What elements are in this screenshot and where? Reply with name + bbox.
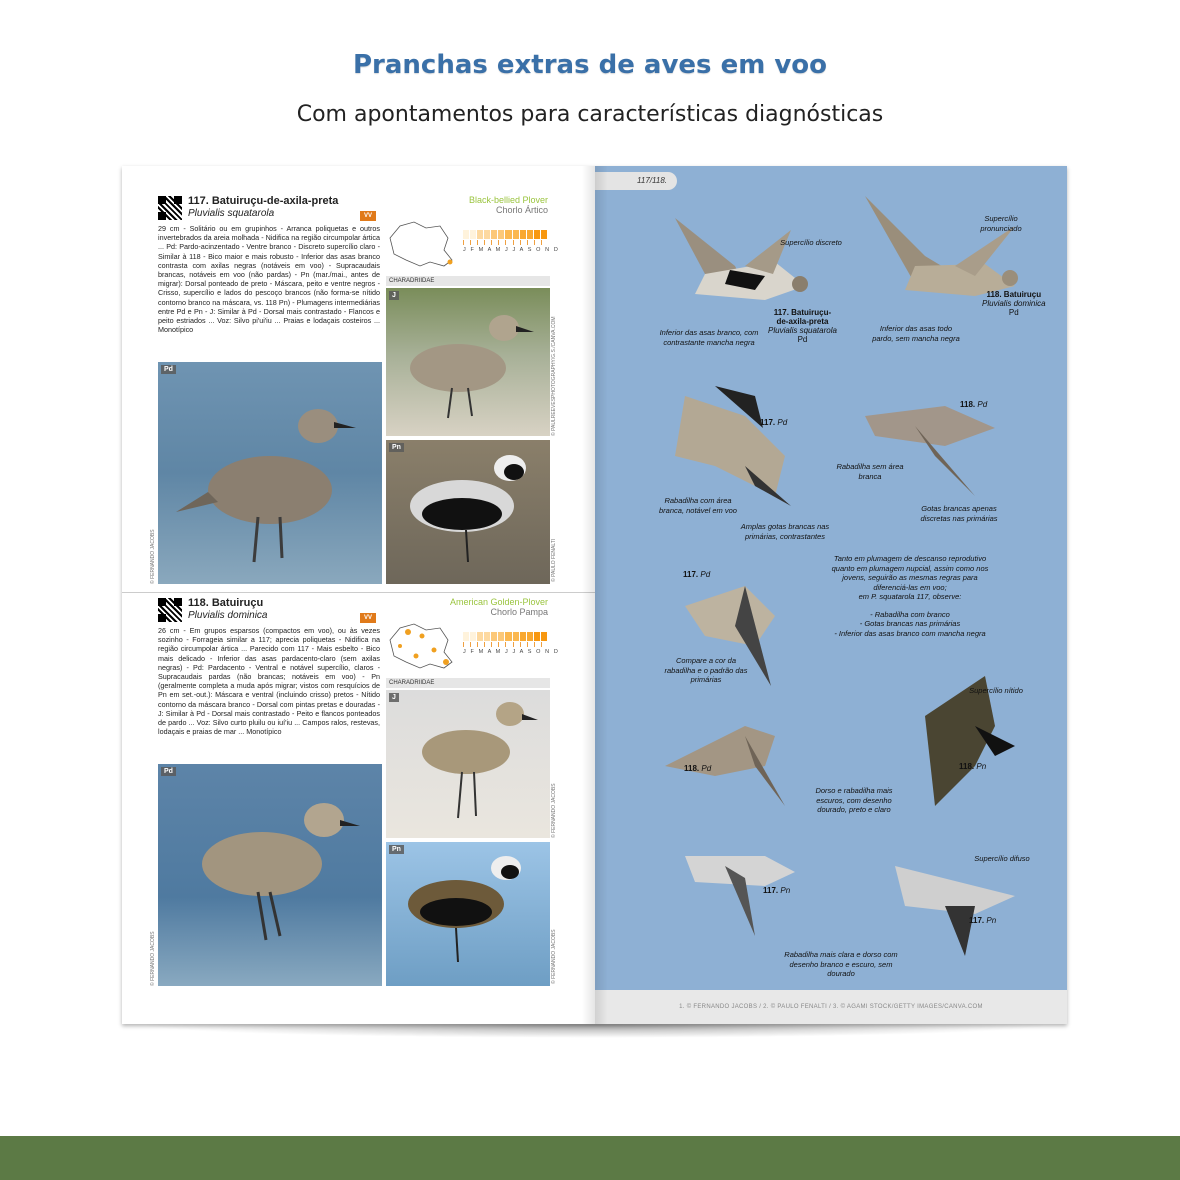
photo-juvenile — [386, 288, 550, 436]
illustration-label: 118. Pn — [959, 762, 987, 771]
illustration-label: 118. Pd — [960, 400, 988, 409]
qr-code-icon[interactable] — [158, 196, 182, 220]
plumage-tag: Pn — [389, 443, 404, 452]
divider — [122, 592, 595, 593]
family-label: CHARADRIIDAE — [386, 678, 550, 688]
annotation: Supercílio nítido — [969, 686, 1023, 695]
plover-photo-icon — [386, 440, 550, 584]
family-label: CHARADRIIDAE — [386, 276, 550, 286]
annotation: Rabadilha mais clara e dorso com desenho branco e escuro, sem dourado — [784, 950, 898, 978]
photo-credit: © PAULO FENALTI — [551, 538, 557, 582]
plover-photo-icon — [386, 690, 550, 838]
illustration-label: 117. Pn — [763, 886, 791, 895]
phenology-chart — [463, 632, 560, 655]
book-gutter — [582, 166, 608, 1024]
photo-main — [158, 764, 382, 986]
spanish-name: Chorlo Ártico — [495, 205, 548, 215]
bottom-bar — [0, 1136, 1180, 1180]
photo-credit: © FERNANDO JACOBS — [150, 931, 156, 986]
phenology-chart — [463, 230, 560, 253]
species-description: 26 cm - Em grupos esparsos (compactos em voo), ou às vezes sozinho - Forrageia similar a 117; aprecia poliquetas - Nidifica na região circumpolar ártica ... Parecido com 117 - Mais esbelto - Bico mais delicado - Inferior das asas pardacento-claro (sem axilas negras) - Pd: Pardacento - Ventral e notável supercílio, claros - Supracaudais pardas (não brancas; notáveis em voo) - Pn (geralmente completa a muda após migrar; vistos com resquícios de Pn em set.-out.): Máscara e ventral (incluindo crisso) pretos - Nítido contorno da máscara branco - Dorsal com pintas pretas e douradas - J: Similar à Pd - Dorsal mais contrastado - Peito e flancos ponteados de pardo ... Voz: Silvo curto pluilu ou iuí'iu ... Campos ralos, restevas, lodaçais e praias de mar ... Monotípico — [158, 626, 380, 737]
species-entry-117 — [150, 195, 560, 596]
left-page — [122, 166, 595, 1024]
photo-juvenile — [386, 690, 550, 838]
photo-credit: © FERNANDO JACOBS — [551, 929, 557, 984]
annotation: Rabadilha com área branca, notável em voo — [659, 496, 737, 515]
annotation: Compare a cor da rabadilha e o padrão das primárias — [664, 656, 748, 684]
qr-code-icon[interactable] — [158, 598, 182, 622]
illustration-label: 117. Pn — [969, 916, 997, 925]
plover-photo-icon — [158, 764, 382, 986]
page-subtitle: Com apontamentos para características diagnósticas — [296, 102, 884, 127]
plover-photo-icon — [386, 842, 550, 986]
annotation: Supercílio discreto — [780, 238, 842, 247]
plumage-tag: J — [389, 291, 399, 300]
species-scientific-name: Pluvialis dominica — [188, 610, 268, 621]
plumage-tag: J — [389, 693, 399, 702]
photo-credit: © PAULREEVESPHOTOGRAPHY/G.S./CANVA.COM — [551, 316, 557, 436]
plumage-tag: Pd — [161, 767, 176, 776]
photo-credit: © FERNANDO JACOBS — [150, 529, 156, 584]
page-number: 117/118. — [595, 172, 677, 190]
status-badge: VV — [360, 613, 376, 623]
photo-breeding — [386, 440, 550, 584]
species-entry-118 — [150, 597, 560, 998]
annotation: Gotas brancas apenas discretas nas primárias — [920, 504, 998, 523]
distribution-map — [386, 618, 456, 672]
book-spread — [122, 166, 1067, 1024]
spanish-name: Chorlo Pampa — [490, 607, 548, 617]
illustration-label: 118. Batuiruçu Pluvialis dominica Pd — [982, 290, 1046, 317]
plover-photo-icon — [386, 288, 550, 436]
annotation: Rabadilha sem área branca — [836, 462, 904, 481]
species-scientific-name: Pluvialis squatarola — [188, 208, 275, 219]
page-footer: 1. © FERNANDO JACOBS / 2. © PAULO FENALTI / 3. © AGAMI STOCK/GETTY IMAGES/CANVA.COM — [595, 990, 1067, 1024]
plumage-tag: Pn — [389, 845, 404, 854]
annotation: Supercílio difuso — [974, 854, 1030, 863]
photo-breeding — [386, 842, 550, 986]
distribution-map — [386, 216, 456, 270]
species-name: 117. Batuiruçu-de-axila-preta — [188, 195, 339, 207]
illustration-label: 117. Batuiruçu- de-axila-preta Pluvialis squatarola Pd — [768, 308, 837, 344]
identification-note: Tanto em plumagem de descanso reprodutivo quanto em plumagem nupcial, assim como nos jovens, seguirão as mesmas regras para diferenciá-las em voo; em P. squatarola 117, observe: - Rabadilha com branco - Gotas brancas nas primárias - Inferior das asas branco com mancha negra — [831, 554, 989, 638]
plumage-tag: Pd — [161, 365, 176, 374]
page-title: Pranchas extras de aves em voo — [352, 50, 828, 80]
illustration-label: 117. Pd — [683, 570, 711, 579]
status-badge: VV — [360, 211, 376, 221]
illustration-label: 117. Pd — [760, 418, 788, 427]
photo-main — [158, 362, 382, 584]
species-name: 118. Batuiruçu — [188, 597, 264, 609]
annotation: Amplas gotas brancas nas primárias, contrastantes — [740, 522, 830, 541]
annotation: Dorso e rabadilha mais escuros, com desenho dourado, preto e claro — [815, 786, 893, 814]
annotation: Inferior das asas todo pardo, sem mancha negra — [872, 324, 960, 343]
english-name: American Golden-Plover — [449, 597, 548, 607]
plover-photo-icon — [158, 362, 382, 584]
english-name: Black-bellied Plover — [468, 195, 548, 205]
species-description: 29 cm - Solitário ou em grupinhos - Arranca poliquetas e outros invertebrados da areia molhada - Nidifica na região circumpolar ártica ... Pd: Pardo-acinzentado - Ventre branco - Discreto supercílio claro - Similar à 118 - Bico maior e mais robusto - Inferior das asas branco contrasta com axilas negras (notáveis em voo) - Supracaudais brancas, notáveis em voo (não pardas) - Pn (mar./mai., antes de migrar): Dorsal ponteado de preto - Máscara, peito e ventre negros - Crisso, supercílio e lados do pescoço brancos (não forma-se nítido contorno branco na máscara, vs. 118 Pn) - Plumagens intermediárias entre Pd e Pn - J: Similar à Pd - Dorsal mais contrastado - Flancos e peito estriados ... Voz: Silvo pi'ui'iu ... Praias e lodaçais costeiros ... Monotípico — [158, 224, 380, 335]
annotation: Inferior das asas branco, com contrastante mancha negra — [659, 328, 759, 347]
months-axis: J F M A M J J A S O N D — [463, 247, 560, 253]
annotation: Supercílio pronunciado — [980, 214, 1022, 233]
months-axis: J F M A M J J A S O N D — [463, 649, 560, 655]
photo-credit: © FERNANDO JACOBS — [551, 783, 557, 838]
right-page — [595, 166, 1067, 1024]
illustration-label: 118. Pd — [684, 764, 712, 773]
